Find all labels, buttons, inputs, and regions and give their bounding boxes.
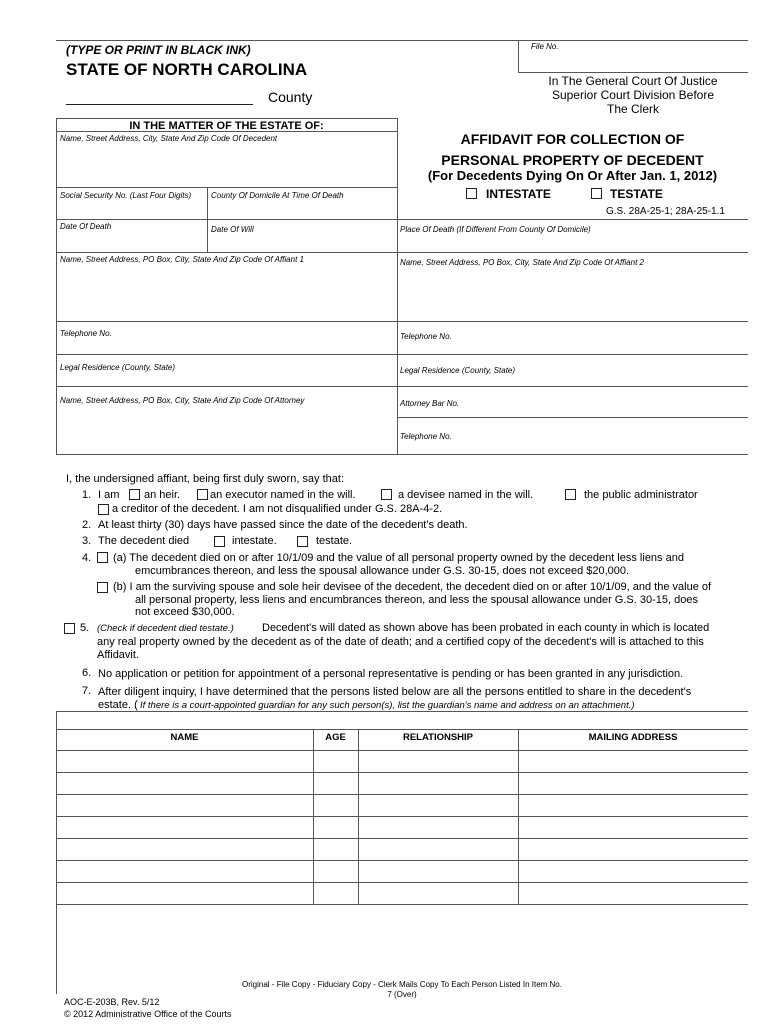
form-title-line-3: (For Decedents Dying On Or After Jan. 1, 2012): [427, 168, 718, 183]
item-4a-checkbox[interactable]: [97, 552, 108, 563]
executor-checkbox[interactable]: [197, 489, 208, 500]
cell-age[interactable]: [316, 799, 355, 815]
item-2-number: 2.: [82, 519, 92, 531]
ssn-top-rule: [56, 187, 397, 188]
file-no-left-rule: [518, 40, 519, 72]
cell-relationship[interactable]: [361, 887, 515, 903]
top-rule: [56, 40, 748, 41]
court-line-2: Superior Court Division Before: [551, 88, 715, 102]
cell-relationship[interactable]: [361, 821, 515, 837]
item-2-text: At least thirty (30) days have passed since the date of the decedent's death.: [98, 519, 468, 531]
item-5-line-2: any real property owned by the decedent as of the date of death; and a certified copy of the decedent's will is attached to this: [97, 636, 704, 648]
copyright: © 2012 Administrative Office of the Courts: [64, 1009, 232, 1019]
cell-name[interactable]: [59, 887, 310, 903]
cell-name[interactable]: [59, 865, 310, 881]
affiant-2-phone-rule: [397, 321, 748, 322]
item-7-line-2: estate. (: [98, 699, 138, 711]
cell-age[interactable]: [316, 865, 355, 881]
item-5-number: 5.: [80, 622, 90, 634]
devisee-checkbox[interactable]: [381, 489, 392, 500]
page-note: 7 (Over): [387, 990, 417, 999]
cell-relationship[interactable]: [361, 865, 515, 881]
cell-mailing-address[interactable]: [521, 843, 745, 859]
creditor-label: a creditor of the decedent. I am not disqualified under G.S. 28A-4-2.: [112, 503, 443, 515]
cell-name[interactable]: [59, 799, 310, 815]
affiant-2-input[interactable]: [399, 269, 746, 319]
devisee-label: a devisee named in the will.: [398, 489, 534, 501]
creditor-checkbox[interactable]: [98, 504, 109, 515]
affiant-1-residence-input[interactable]: [58, 372, 395, 384]
cell-mailing-address[interactable]: [521, 799, 745, 815]
executor-label: an executor named in the will.: [210, 489, 356, 501]
file-no-input[interactable]: [520, 52, 746, 70]
cell-mailing-address[interactable]: [521, 777, 745, 793]
state-title: STATE OF NORTH CAROLINA: [66, 60, 308, 79]
died-intestate-checkbox[interactable]: [214, 536, 225, 547]
county-input[interactable]: [66, 86, 266, 106]
form-title-line-1: AFFIDAVIT FOR COLLECTION OF: [460, 131, 685, 147]
died-testate-checkbox[interactable]: [297, 536, 308, 547]
column-header-relationship: RELATIONSHIP: [402, 732, 474, 743]
column-header-mailing-address: MAILING ADDRESS: [588, 732, 678, 743]
item-5-note: (Check if decedent died testate.): [97, 623, 234, 634]
estate-top-rule: [56, 118, 397, 119]
form-title-line-2: PERSONAL PROPERTY OF DECEDENT: [441, 152, 704, 168]
file-no-label: File No.: [531, 42, 559, 51]
testate-checkbox[interactable]: [591, 188, 602, 199]
affiant-1-label: Name, Street Address, PO Box, City, State And Zip Code Of Affiant 1: [60, 255, 304, 264]
item-7-line-1: After diligent inquiry, I have determined that the persons listed below are all the persons entitled to share in the decedent's: [98, 686, 692, 698]
item-1-iam: I am: [98, 489, 120, 501]
public-administrator-label: the public administrator: [584, 489, 698, 501]
county-label: County: [268, 89, 313, 105]
place-of-death-input[interactable]: [399, 236, 746, 250]
intro-text: I, the undersigned affiant, being first duly sworn, say that:: [66, 473, 345, 485]
item-5-line-3: Affidavit.: [97, 649, 139, 661]
affiant-2-residence-label: Legal Residence (County, State): [400, 366, 516, 375]
date-of-will-input[interactable]: [209, 236, 395, 250]
cell-mailing-address[interactable]: [521, 865, 745, 881]
affiant-2-residence-input[interactable]: [399, 375, 746, 385]
court-line-3: The Clerk: [606, 102, 659, 116]
ssn-input[interactable]: [58, 200, 205, 218]
attorney-telephone-input[interactable]: [399, 442, 746, 452]
item-3-number: 3.: [82, 535, 92, 547]
date-row-top-rule: [56, 219, 748, 220]
affiants-bottom-rule: [56, 454, 748, 455]
outer-left-rule: [56, 118, 57, 454]
attorney-top-rule: [56, 386, 748, 387]
attorney-label: Name, Street Address, PO Box, City, State And Zip Code Of Attorney: [60, 396, 305, 405]
item-1-number: 1.: [82, 489, 92, 501]
attorney-phone-rule: [397, 417, 748, 418]
affiant-1-phone-rule: [56, 321, 397, 322]
cell-relationship[interactable]: [361, 843, 515, 859]
item-4b-line-3: not exceed $30,000.: [135, 606, 235, 618]
attorney-bar-label: Attorney Bar No.: [400, 399, 460, 408]
item-7-number: 7.: [82, 685, 92, 697]
intestate-label: INTESTATE: [486, 187, 551, 201]
item-6-number: 6.: [82, 667, 92, 679]
affiant-1-residence-rule: [56, 354, 397, 355]
item-4a-line-1: (a) The decedent died on or after 10/1/09 and the value of all personal property owned by the decedent less liens and: [113, 552, 684, 564]
cell-age[interactable]: [316, 777, 355, 793]
cell-relationship[interactable]: [361, 777, 515, 793]
cell-mailing-address[interactable]: [521, 887, 745, 903]
cell-age[interactable]: [316, 755, 355, 771]
form-number: AOC-E-203B, Rev. 5/12: [64, 997, 160, 1007]
died-intestate-label: intestate.: [232, 535, 277, 547]
affiant-top-rule: [56, 252, 748, 253]
item-5-line-1: Decedent's will dated as shown above has been probated in each county in which is located: [262, 622, 710, 634]
cell-relationship[interactable]: [361, 755, 515, 771]
heir-label: an heir.: [144, 489, 181, 501]
cell-mailing-address[interactable]: [521, 755, 745, 771]
item-4a-line-2: emcumbrances thereon, and less the spousal allowance under G.S. 30-15, does not exceed $20,000.: [135, 565, 630, 577]
item-4b-line-2: all personal property, less liens and encumbrances thereon, and less the spousal allowance under G.S. 30-15, does: [135, 594, 698, 606]
file-no-bottom-rule: [518, 72, 748, 73]
estate-heading-rule: [56, 131, 397, 132]
item-4-number: 4.: [82, 552, 92, 564]
date-of-death-input[interactable]: [58, 233, 205, 250]
cell-name[interactable]: [59, 755, 310, 771]
intestate-checkbox[interactable]: [466, 188, 477, 199]
affiant-1-input[interactable]: [58, 266, 395, 318]
domicile-input[interactable]: [209, 200, 395, 218]
testate-label: TESTATE: [610, 187, 663, 201]
attorney-input[interactable]: [58, 407, 395, 451]
cell-relationship[interactable]: [361, 799, 515, 815]
cell-mailing-address[interactable]: [521, 821, 745, 837]
affiant-2-label: Name, Street Address, PO Box, City, State And Zip Code Of Affiant 2: [400, 258, 644, 267]
item-5-checkbox[interactable]: [64, 623, 75, 634]
cell-name[interactable]: [59, 821, 310, 837]
court-line-1: In The General Court Of Justice: [548, 74, 718, 88]
table-header-top-rule: [56, 729, 748, 730]
cell-age[interactable]: [316, 887, 355, 903]
died-testate-label: testate.: [316, 535, 353, 547]
date-of-will-label: Date Of Will: [211, 225, 254, 234]
affiant-2-telephone-label: Telephone No.: [400, 332, 452, 341]
attorney-bar-input[interactable]: [399, 409, 746, 417]
cell-age[interactable]: [316, 843, 355, 859]
item-3-text: The decedent died: [98, 535, 190, 547]
affiant-2-telephone-input[interactable]: [399, 342, 746, 354]
table-top-rule: [56, 711, 748, 712]
column-header-name: NAME: [170, 732, 199, 743]
domicile-label: County Of Domicile At Time Of Death: [211, 191, 344, 200]
cell-name[interactable]: [59, 777, 310, 793]
estate-heading: IN THE MATTER OF THE ESTATE OF:: [129, 120, 324, 132]
date-of-death-label: Date Of Death: [60, 222, 112, 231]
statute-citation: G.S. 28A-25-1; 28A-25-1.1: [606, 206, 725, 217]
decedent-input[interactable]: [58, 145, 395, 185]
ink-note: (TYPE OR PRINT IN BLACK INK): [66, 43, 251, 57]
column-header-age: AGE: [325, 732, 346, 743]
place-of-death-label: Place Of Death (If Different From County Of Domicile): [400, 225, 591, 234]
distribution-note: Original - File Copy - Fiduciary Copy - Clerk Mails Copy To Each Person Listed In Item No.: [242, 980, 562, 989]
cell-age[interactable]: [316, 821, 355, 837]
affiant-2-residence-rule: [397, 354, 748, 355]
attorney-telephone-label: Telephone No.: [400, 432, 452, 441]
decedent-label: Name, Street Address, City, State And Zip Code Of Decedent: [60, 134, 278, 143]
affiant-1-telephone-label: Telephone No.: [60, 329, 112, 338]
item-7-note: If there is a court-appointed guardian for any such person(s), list the guardian's name and address on an attachment.): [140, 700, 635, 711]
item-4b-checkbox[interactable]: [97, 582, 108, 593]
heir-checkbox[interactable]: [129, 489, 140, 500]
item-6-text: No application or petition for appointment of a personal representative is pending or has been granted in any jurisdiction.: [98, 668, 684, 680]
public-administrator-checkbox[interactable]: [565, 489, 576, 500]
affiant-1-telephone-input[interactable]: [58, 339, 395, 353]
cell-name[interactable]: [59, 843, 310, 859]
ssn-label: Social Security No. (Last Four Digits): [60, 191, 192, 200]
affiant-1-residence-label: Legal Residence (County, State): [60, 363, 176, 372]
table-bottom-rule: [56, 904, 748, 905]
item-4b-line-1: (b) I am the surviving spouse and sole heir devisee of the decedent, the decedent died on or after 10/1/09, and the value of: [113, 581, 712, 593]
county-blank: ________________________: [66, 89, 253, 105]
